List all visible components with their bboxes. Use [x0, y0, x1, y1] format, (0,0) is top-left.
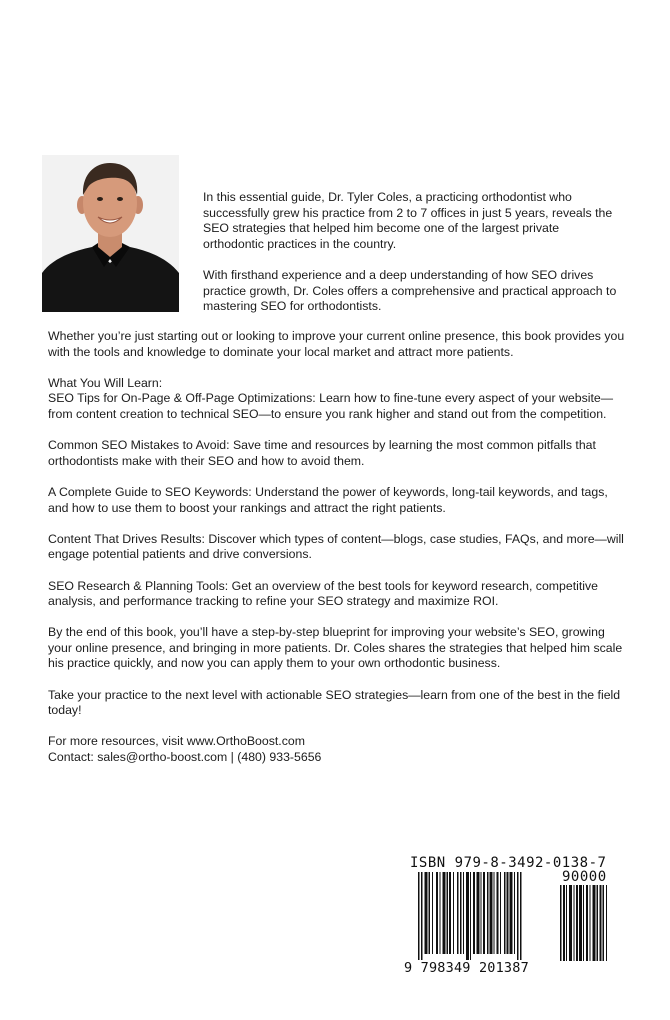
barcode-bar	[421, 872, 423, 960]
learn-heading: What You Will Learn:	[48, 375, 163, 390]
author-portrait-image	[42, 155, 179, 312]
barcode-bar	[494, 872, 495, 954]
barcode-bar	[432, 872, 433, 954]
learn-item-keywords: A Complete Guide to SEO Keywords: Understand the power of keywords, long-tail keywords, and tags, and how to use them to boost your rankings and attract the right patients.	[48, 484, 608, 515]
barcode-bar	[597, 885, 599, 961]
learn-item-on-page: SEO Tips for On-Page & Off-Page Optimizations: Learn how to fine-tune every aspect of your website—from content creation to technical SEO—to ensure you rank higher and stand out from the competition.	[48, 391, 614, 421]
ean-digits: 9 798349 201387	[404, 960, 529, 976]
ean-barcode-bars	[418, 872, 556, 962]
barcode-bar	[586, 885, 588, 961]
learn-item-mistakes: Common SEO Mistakes to Avoid: Save time and resources by learning the most common pitfalls that orthodontists make with their SEO and how to avoid them.	[48, 438, 596, 468]
description-body	[48, 329, 628, 781]
barcode-bar	[566, 885, 567, 961]
barcode-bar	[425, 872, 428, 954]
intro-paragraph-2: With firsthand experience and a deep understanding of how SEO drives practice growth, Dr. Coles offers a comprehensive and practical approach to mastering SEO for orthodontists.	[203, 267, 617, 314]
barcode-bar	[606, 885, 607, 961]
learn-item-tools: SEO Research & Planning Tools: Get an overview of the best tools for keyword research, competitive analysis, and performance tracking to refine your SEO strategy and maximize ROI.	[48, 578, 598, 609]
barcode-bar	[560, 885, 562, 961]
barcode-bar	[497, 872, 499, 954]
barcode-bar	[457, 872, 459, 954]
barcode-bar	[477, 872, 480, 954]
barcode-bar	[579, 885, 582, 961]
barcode-bar	[453, 872, 454, 954]
barcode-bar	[514, 872, 515, 954]
barcode-bar	[463, 872, 464, 954]
barcode-bar	[507, 872, 509, 954]
price-code: 90000	[562, 869, 607, 885]
cta-paragraph: Take your practice to the next level with actionable SEO strategies—learn from one of the best in the field today!	[48, 687, 621, 718]
barcode-bar	[569, 885, 572, 961]
learn-item-content: Content That Drives Results: Discover which types of content—blogs, case studies, FAQs, and more—will engage potential patients and drive conversions.	[48, 531, 624, 562]
barcode-bar	[600, 885, 602, 961]
barcode-bar	[440, 872, 441, 954]
intro-paragraph-1: In this essential guide, Dr. Tyler Coles, a practicing orthodontist who successfully grew his practice from 2 to 7 offices in just 5 years, reveals the SEO strategies that helped him become one of the largest private orthodontic practices in the country.	[203, 190, 613, 251]
barcode-bar	[436, 872, 438, 954]
barcode-bar	[520, 872, 522, 960]
barcode-bar	[460, 872, 462, 954]
barcode-bar	[510, 872, 513, 954]
barcode-bar	[590, 885, 591, 961]
barcode-bar	[504, 872, 506, 954]
barcode-bar	[593, 885, 596, 961]
barcode-bar	[447, 872, 449, 954]
barcode-bar	[483, 872, 485, 954]
barcode-bar	[481, 872, 482, 954]
barcode-bar	[576, 885, 578, 961]
addon-barcode-bars	[560, 885, 622, 962]
isbn-barcode	[400, 855, 628, 982]
barcode-bar	[603, 885, 605, 961]
contact-block	[48, 734, 628, 765]
barcode-bar	[470, 872, 471, 960]
barcode-bar	[466, 872, 469, 960]
barcode-bar	[487, 872, 489, 954]
barcode-bar	[443, 872, 446, 954]
barcode-bar	[473, 872, 475, 954]
lead-paragraph: Whether you’re just starting out or looking to improve your current online presence, this book provides you with the tools and knowledge to dominate your local market and attract more patients.	[48, 329, 625, 359]
resources-link-text: For more resources, visit www.OrthoBoost.com	[48, 734, 305, 749]
barcode-bar	[429, 872, 431, 954]
barcode-bar	[563, 885, 565, 961]
barcode-bar	[490, 872, 493, 954]
contact-info: Contact: sales@ortho-boost.com | (480) 933-5656	[48, 750, 322, 765]
isbn-label: ISBN 979-8-3492-0138-7	[410, 855, 607, 871]
closing-paragraph: By the end of this book, you’ll have a step-by-step blueprint for improving your website’s SEO, growing your online presence, and bringing in more patients. Dr. Coles shares the strategies that helped him scale his practice quickly, and now you can apply them to your own orthodontic business.	[48, 625, 623, 671]
barcode-bar	[574, 885, 575, 961]
barcode-bar	[418, 872, 420, 960]
author-photo	[42, 155, 179, 312]
barcode-bar	[517, 872, 519, 960]
learn-section	[48, 376, 628, 423]
barcode-bar	[583, 885, 584, 961]
barcode-bar	[449, 872, 451, 954]
barcode-bar	[500, 872, 501, 954]
intro-section	[203, 190, 623, 330]
